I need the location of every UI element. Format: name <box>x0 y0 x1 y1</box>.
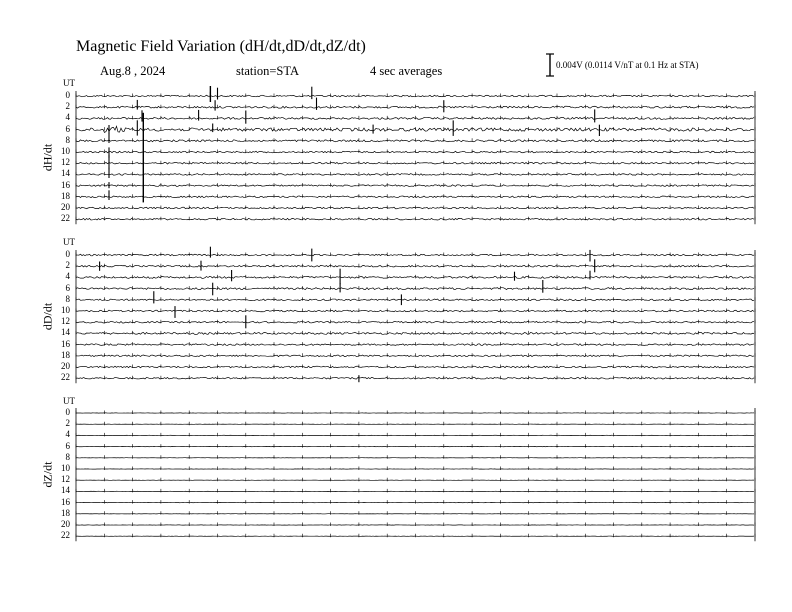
panel-ylabel: dH/dt <box>40 143 55 171</box>
hour-tick-label: 14 <box>61 168 70 179</box>
hour-tick-label: 22 <box>61 372 70 383</box>
scale-bar <box>546 54 554 76</box>
hour-tick-label: 12 <box>61 157 70 168</box>
trace-dH-dt-ut-12 <box>76 162 754 164</box>
panel-dH-dt <box>76 87 755 225</box>
trace-dH-dt-ut-0 <box>76 95 754 97</box>
chart-title: Magnetic Field Variation (dH/dt,dD/dt,dZ/dt) <box>76 38 366 55</box>
hour-tick-label: 16 <box>61 338 70 349</box>
trace-dD-dt-ut-6 <box>76 288 754 290</box>
hour-tick-label: 8 <box>65 451 70 462</box>
averaging-label: 4 sec averages <box>370 64 443 78</box>
trace-dD-dt-ut-14 <box>76 332 754 334</box>
hour-tick-label: 8 <box>65 293 70 304</box>
trace-dH-dt-ut-8 <box>76 140 754 142</box>
date-label: Aug.8 , 2024 <box>100 64 166 78</box>
hour-tick-label: 14 <box>61 327 70 338</box>
trace-dH-dt-ut-6 <box>76 126 754 132</box>
trace-dH-dt-ut-10 <box>76 151 754 153</box>
hour-tick-label: 0 <box>65 249 70 259</box>
panel-ylabel: dZ/dt <box>40 461 55 488</box>
trace-dH-dt-ut-14 <box>76 174 754 176</box>
hour-tick-label: 20 <box>61 202 70 212</box>
hour-tick-label: 4 <box>65 271 70 282</box>
hour-tick-label: 4 <box>65 429 70 440</box>
trace-dD-dt-ut-2 <box>76 265 754 267</box>
hour-tick-label: 18 <box>61 349 70 360</box>
hour-tick-label: 20 <box>61 361 70 371</box>
hour-tick-label: 0 <box>65 90 70 100</box>
hour-tick-label: 2 <box>65 260 70 271</box>
hour-tick-label: 18 <box>61 507 70 518</box>
station-label: station=STA <box>236 64 299 78</box>
hour-tick-label: 0 <box>65 407 70 417</box>
trace-dD-dt-ut-20 <box>76 366 754 368</box>
hour-tick-label: 16 <box>61 496 70 507</box>
hour-tick-label: 6 <box>65 123 70 134</box>
hour-tick-label: 16 <box>61 179 70 190</box>
trace-dD-dt-ut-16 <box>76 344 754 346</box>
trace-dH-dt-ut-16 <box>76 185 754 187</box>
hour-tick-label: 14 <box>61 485 70 496</box>
trace-dD-dt-ut-18 <box>76 355 754 357</box>
scale-bar-label: 0.004V (0.0114 V/nT at 0.1 Hz at STA) <box>556 60 699 70</box>
panel-ylabel: dD/dt <box>40 302 55 330</box>
trace-dD-dt-ut-10 <box>76 310 754 312</box>
trace-dD-dt-ut-12 <box>76 321 754 323</box>
hour-tick-label: 8 <box>65 134 70 145</box>
trace-dD-dt-ut-22 <box>76 377 754 379</box>
hour-tick-label: 10 <box>61 305 70 315</box>
trace-dH-dt-ut-22 <box>76 218 754 220</box>
ut-axis-label: UT <box>63 78 75 88</box>
hour-tick-label: 20 <box>61 519 70 529</box>
trace-dH-dt-ut-18 <box>76 196 754 198</box>
hour-tick-label: 10 <box>61 463 70 473</box>
panel-dZ-dt <box>76 408 755 541</box>
hour-tick-label: 6 <box>65 440 70 451</box>
trace-dH-dt-ut-2 <box>76 106 754 108</box>
hour-tick-label: 6 <box>65 282 70 293</box>
hour-tick-label: 12 <box>61 474 70 485</box>
hour-tick-label: 10 <box>61 146 70 156</box>
trace-dD-dt-ut-0 <box>76 254 754 256</box>
hour-tick-label: 4 <box>65 112 70 123</box>
panel-dD-dt <box>76 247 755 384</box>
ut-axis-label: UT <box>63 237 75 247</box>
hour-tick-label: 2 <box>65 418 70 429</box>
ut-axis-label: UT <box>63 396 75 406</box>
plot-panels <box>76 86 755 541</box>
trace-dD-dt-ut-8 <box>76 299 754 301</box>
trace-dH-dt-ut-4 <box>76 117 754 119</box>
hour-tick-label: 12 <box>61 316 70 327</box>
hour-tick-label: 22 <box>61 530 70 541</box>
trace-dD-dt-ut-4 <box>76 276 754 278</box>
hour-tick-label: 22 <box>61 213 70 224</box>
trace-dH-dt-ut-20 <box>76 207 754 209</box>
hour-tick-label: 2 <box>65 101 70 112</box>
hour-tick-label: 18 <box>61 190 70 201</box>
